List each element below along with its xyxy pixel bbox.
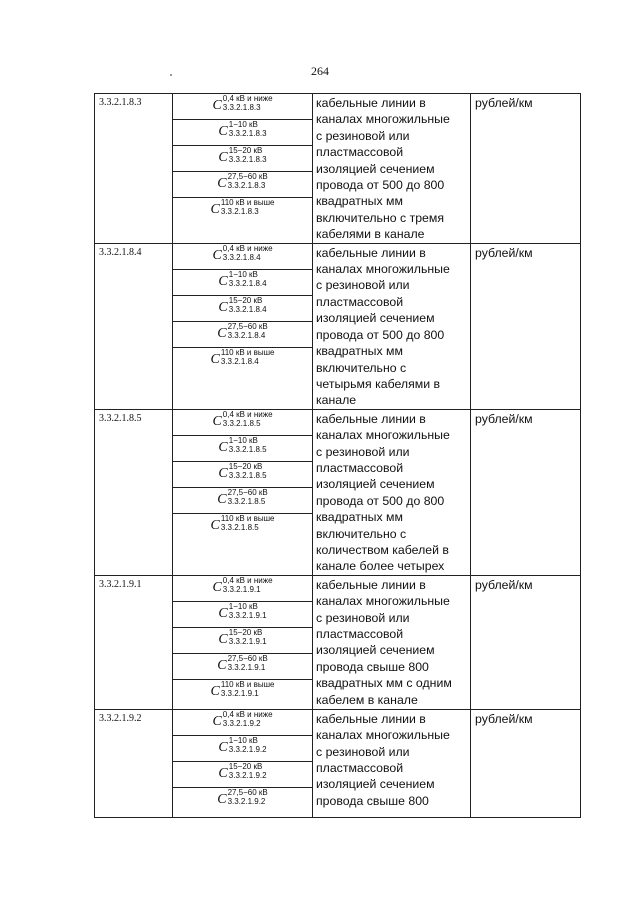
index-subscript: 3.3.2.1.8.5 bbox=[228, 470, 267, 480]
voltage-superscript: 27,5−60 кВ bbox=[227, 172, 268, 181]
index-subscript: 3.3.2.1.8.3 bbox=[220, 207, 259, 216]
index-subscript: 3.3.2.1.9.2 bbox=[228, 744, 267, 754]
description-line: провода от 500 до 800 bbox=[316, 178, 445, 193]
coefficient-formula bbox=[173, 198, 312, 224]
coefficient-symbol: C bbox=[217, 491, 227, 507]
coefficient-scripts bbox=[229, 762, 267, 780]
coefficient-scripts bbox=[223, 410, 273, 428]
coefficient-formula bbox=[173, 322, 312, 348]
description-line: четырьмя кабелями в bbox=[316, 376, 441, 391]
description-line: каналах многожильные bbox=[316, 728, 450, 743]
description-line: провода от 500 до 800 bbox=[316, 327, 445, 342]
row-description bbox=[313, 243, 471, 409]
coefficient-formula bbox=[173, 462, 312, 488]
description-line: кабельные линии в bbox=[316, 245, 426, 260]
description-line: включительно с тремя bbox=[316, 210, 444, 225]
row-code: 3.3.2.1.9.2 bbox=[95, 709, 173, 817]
coefficient-scripts bbox=[228, 172, 268, 190]
row-code: 3.3.2.1.9.1 bbox=[95, 575, 173, 709]
coefficient-scripts bbox=[228, 788, 268, 806]
coefficient-formula bbox=[173, 436, 312, 462]
description-line: изоляцией сечением bbox=[316, 477, 435, 492]
tariff-table-container bbox=[94, 93, 580, 818]
description-line: с резиновой или bbox=[316, 744, 410, 759]
voltage-superscript: 15−20 кВ bbox=[228, 461, 263, 471]
coefficient-scripts bbox=[229, 436, 267, 454]
coefficient-symbol: C bbox=[218, 765, 228, 781]
coefficient-scripts bbox=[228, 322, 268, 340]
coefficient-scripts bbox=[223, 576, 273, 594]
description-line: кабелями в канале bbox=[316, 227, 425, 242]
row-unit: рублей/км bbox=[471, 94, 581, 244]
description-line: с резиновой или bbox=[316, 128, 410, 143]
coefficient-symbol: C bbox=[212, 98, 222, 113]
description-line: изоляцией сечением bbox=[316, 311, 435, 326]
row-description bbox=[313, 709, 471, 817]
tariff-table bbox=[94, 93, 581, 818]
coefficient-symbol: C bbox=[218, 605, 228, 621]
description-line: каналах многожильные bbox=[316, 262, 450, 277]
coefficient-symbol: C bbox=[212, 247, 222, 263]
coefficient-cell bbox=[173, 575, 313, 709]
index-subscript: 3.3.2.1.9.1 bbox=[222, 584, 261, 594]
description-line: изоляцией сечением bbox=[316, 161, 435, 176]
row-code: 3.3.2.1.8.3 bbox=[95, 94, 173, 244]
coefficient-scripts bbox=[228, 488, 268, 506]
voltage-superscript: 110 кВ и выше bbox=[220, 679, 275, 689]
description-line: пластмассовой bbox=[316, 145, 404, 160]
coefficient-cell bbox=[173, 709, 313, 817]
index-subscript: 3.3.2.1.8.5 bbox=[227, 496, 266, 506]
voltage-superscript: 27,5−60 кВ bbox=[227, 653, 268, 663]
coefficient-symbol: C bbox=[217, 176, 227, 191]
coefficient-scripts bbox=[223, 94, 273, 112]
coefficient-formula bbox=[173, 94, 312, 120]
row-code: 3.3.2.1.8.4 bbox=[95, 243, 173, 409]
voltage-superscript: 27,5−60 кВ bbox=[227, 487, 268, 497]
index-subscript: 3.3.2.1.9.1 bbox=[227, 662, 266, 672]
coefficient-formula bbox=[173, 244, 312, 270]
index-subscript: 3.3.2.1.9.1 bbox=[228, 636, 267, 646]
voltage-superscript: 1−10 кВ bbox=[228, 269, 258, 279]
description-line: канале bbox=[316, 393, 357, 408]
coefficient-formula bbox=[173, 762, 312, 788]
voltage-superscript: 0,4 кВ и ниже bbox=[222, 575, 273, 585]
table-row bbox=[95, 409, 581, 575]
voltage-superscript: 1−10 кВ bbox=[228, 120, 258, 129]
coefficient-symbol: C bbox=[217, 657, 227, 673]
description-line: с резиновой или bbox=[316, 444, 410, 459]
coefficient-symbol: C bbox=[217, 325, 227, 341]
description-line: канале более четырех bbox=[316, 559, 445, 574]
voltage-superscript: 110 кВ и выше bbox=[220, 513, 275, 523]
coefficient-scripts bbox=[221, 514, 275, 532]
description-line: количеством кабелей в bbox=[316, 542, 449, 557]
coefficient-symbol: C bbox=[212, 413, 222, 429]
voltage-superscript: 110 кВ и выше bbox=[220, 347, 275, 357]
description-line: квадратных мм bbox=[316, 194, 403, 209]
index-subscript: 3.3.2.1.8.5 bbox=[222, 418, 261, 428]
index-subscript: 3.3.2.1.8.4 bbox=[228, 304, 267, 314]
coefficient-scripts bbox=[223, 710, 273, 728]
index-subscript: 3.3.2.1.9.1 bbox=[220, 688, 259, 698]
description-line: каналах многожильные bbox=[316, 428, 450, 443]
row-unit: рублей/км bbox=[471, 409, 581, 575]
row-code: 3.3.2.1.8.5 bbox=[95, 409, 173, 575]
index-subscript: 3.3.2.1.8.5 bbox=[220, 522, 259, 532]
index-subscript: 3.3.2.1.8.5 bbox=[228, 444, 267, 454]
coefficient-formula bbox=[173, 120, 312, 146]
description-line: включительно с bbox=[316, 360, 407, 375]
coefficient-formula bbox=[173, 602, 312, 628]
voltage-superscript: 0,4 кВ и ниже bbox=[222, 94, 273, 103]
index-subscript: 3.3.2.1.9.2 bbox=[227, 796, 266, 806]
voltage-superscript: 15−20 кВ bbox=[228, 295, 263, 305]
coefficient-scripts bbox=[229, 270, 267, 288]
index-subscript: 3.3.2.1.8.3 bbox=[228, 129, 267, 138]
voltage-superscript: 1−10 кВ bbox=[228, 601, 258, 611]
index-subscript: 3.3.2.1.8.4 bbox=[220, 356, 259, 366]
coefficient-cell bbox=[173, 409, 313, 575]
voltage-superscript: 27,5−60 кВ bbox=[227, 321, 268, 331]
coefficient-scripts bbox=[228, 654, 268, 672]
coefficient-symbol: C bbox=[218, 465, 228, 481]
description-line: провода от 500 до 800 bbox=[316, 493, 445, 508]
voltage-superscript: 1−10 кВ bbox=[228, 735, 258, 745]
description-line: каналах многожильные bbox=[316, 594, 450, 609]
table-row bbox=[95, 575, 581, 709]
row-description bbox=[313, 94, 471, 244]
coefficient-formula bbox=[173, 736, 312, 762]
voltage-superscript: 0,4 кВ и ниже bbox=[222, 709, 273, 719]
coefficient-scripts bbox=[229, 296, 267, 314]
coefficient-symbol: C bbox=[218, 739, 228, 755]
coefficient-formula bbox=[173, 410, 312, 436]
coefficient-symbol: C bbox=[210, 683, 220, 699]
coefficient-cell bbox=[173, 94, 313, 244]
index-subscript: 3.3.2.1.8.3 bbox=[228, 155, 267, 164]
index-subscript: 3.3.2.1.9.1 bbox=[228, 610, 267, 620]
coefficient-formula bbox=[173, 172, 312, 198]
voltage-superscript: 15−20 кВ bbox=[228, 761, 263, 771]
coefficient-scripts bbox=[223, 244, 273, 262]
coefficient-symbol: C bbox=[212, 579, 222, 595]
coefficient-symbol: C bbox=[218, 124, 228, 139]
table-row bbox=[95, 94, 581, 244]
scan-speck bbox=[170, 74, 172, 76]
voltage-superscript: 15−20 кВ bbox=[228, 146, 263, 155]
coefficient-symbol: C bbox=[217, 791, 227, 807]
description-line: с резиновой или bbox=[316, 610, 410, 625]
row-description bbox=[313, 409, 471, 575]
voltage-superscript: 0,4 кВ и ниже bbox=[222, 409, 273, 419]
index-subscript: 3.3.2.1.8.4 bbox=[222, 252, 261, 262]
coefficient-formula bbox=[173, 348, 312, 374]
coefficient-formula bbox=[173, 680, 312, 706]
index-subscript: 3.3.2.1.8.4 bbox=[227, 330, 266, 340]
description-line: кабельные линии в bbox=[316, 96, 426, 110]
index-subscript: 3.3.2.1.8.4 bbox=[228, 278, 267, 288]
table-row bbox=[95, 709, 581, 817]
description-line: кабелем в канале bbox=[316, 692, 418, 707]
row-description bbox=[313, 575, 471, 709]
description-line: провода свыше 800 bbox=[316, 793, 429, 808]
description-line: кабельные линии в bbox=[316, 411, 426, 426]
coefficient-formula bbox=[173, 488, 312, 514]
voltage-superscript: 0,4 кВ и ниже bbox=[222, 243, 273, 253]
row-unit: рублей/км bbox=[471, 575, 581, 709]
coefficient-symbol: C bbox=[218, 439, 228, 455]
description-line: пластмассовой bbox=[316, 761, 404, 775]
description-line: квадратных мм с одним bbox=[316, 676, 452, 691]
page-number: 264 bbox=[311, 64, 329, 78]
description-line: включительно с bbox=[316, 526, 407, 541]
coefficient-scripts bbox=[229, 462, 267, 480]
description-line: изоляцией сечением bbox=[316, 643, 435, 658]
voltage-superscript: 15−20 кВ bbox=[228, 627, 263, 637]
coefficient-formula bbox=[173, 710, 312, 736]
description-line: каналах многожильные bbox=[316, 112, 450, 127]
description-line: с резиновой или bbox=[316, 278, 410, 293]
row-unit: рублей/км bbox=[471, 243, 581, 409]
coefficient-scripts bbox=[221, 198, 275, 216]
coefficient-symbol: C bbox=[218, 299, 228, 315]
coefficient-formula bbox=[173, 654, 312, 680]
coefficient-scripts bbox=[229, 120, 267, 138]
index-subscript: 3.3.2.1.9.2 bbox=[222, 718, 261, 728]
voltage-superscript: 110 кВ и выше bbox=[220, 198, 275, 207]
description-line: кабельные линии в bbox=[316, 711, 426, 726]
coefficient-scripts bbox=[229, 146, 267, 164]
coefficient-scripts bbox=[229, 602, 267, 620]
coefficient-scripts bbox=[221, 348, 275, 366]
coefficient-symbol: C bbox=[210, 351, 220, 367]
index-subscript: 3.3.2.1.8.3 bbox=[222, 103, 261, 112]
description-line: изоляцией сечением bbox=[316, 777, 435, 792]
coefficient-formula bbox=[173, 146, 312, 172]
table-row bbox=[95, 243, 581, 409]
description-line: пластмассовой bbox=[316, 460, 404, 475]
table-body bbox=[95, 94, 581, 818]
coefficient-scripts bbox=[221, 680, 275, 698]
coefficient-formula bbox=[173, 514, 312, 540]
coefficient-symbol: C bbox=[218, 631, 228, 647]
coefficient-symbol: C bbox=[218, 150, 228, 165]
coefficient-formula bbox=[173, 296, 312, 322]
description-line: пластмассовой bbox=[316, 627, 404, 641]
coefficient-scripts bbox=[229, 628, 267, 646]
row-unit: рублей/км bbox=[471, 709, 581, 817]
coefficient-symbol: C bbox=[210, 202, 220, 217]
description-line: провода свыше 800 bbox=[316, 659, 429, 674]
coefficient-formula bbox=[173, 788, 312, 814]
description-line: квадратных мм bbox=[316, 344, 403, 359]
coefficient-formula bbox=[173, 576, 312, 602]
coefficient-scripts bbox=[229, 736, 267, 754]
coefficient-cell bbox=[173, 243, 313, 409]
index-subscript: 3.3.2.1.8.3 bbox=[227, 181, 266, 190]
coefficient-symbol: C bbox=[210, 517, 220, 533]
voltage-superscript: 27,5−60 кВ bbox=[227, 787, 268, 797]
index-subscript: 3.3.2.1.9.2 bbox=[228, 770, 267, 780]
coefficient-symbol: C bbox=[212, 713, 222, 729]
description-line: кабельные линии в bbox=[316, 577, 426, 592]
description-line: квадратных мм bbox=[316, 510, 403, 525]
voltage-superscript: 1−10 кВ bbox=[228, 435, 258, 445]
coefficient-symbol: C bbox=[218, 273, 228, 289]
description-line: пластмассовой bbox=[316, 294, 404, 309]
coefficient-formula bbox=[173, 270, 312, 296]
coefficient-formula bbox=[173, 628, 312, 654]
